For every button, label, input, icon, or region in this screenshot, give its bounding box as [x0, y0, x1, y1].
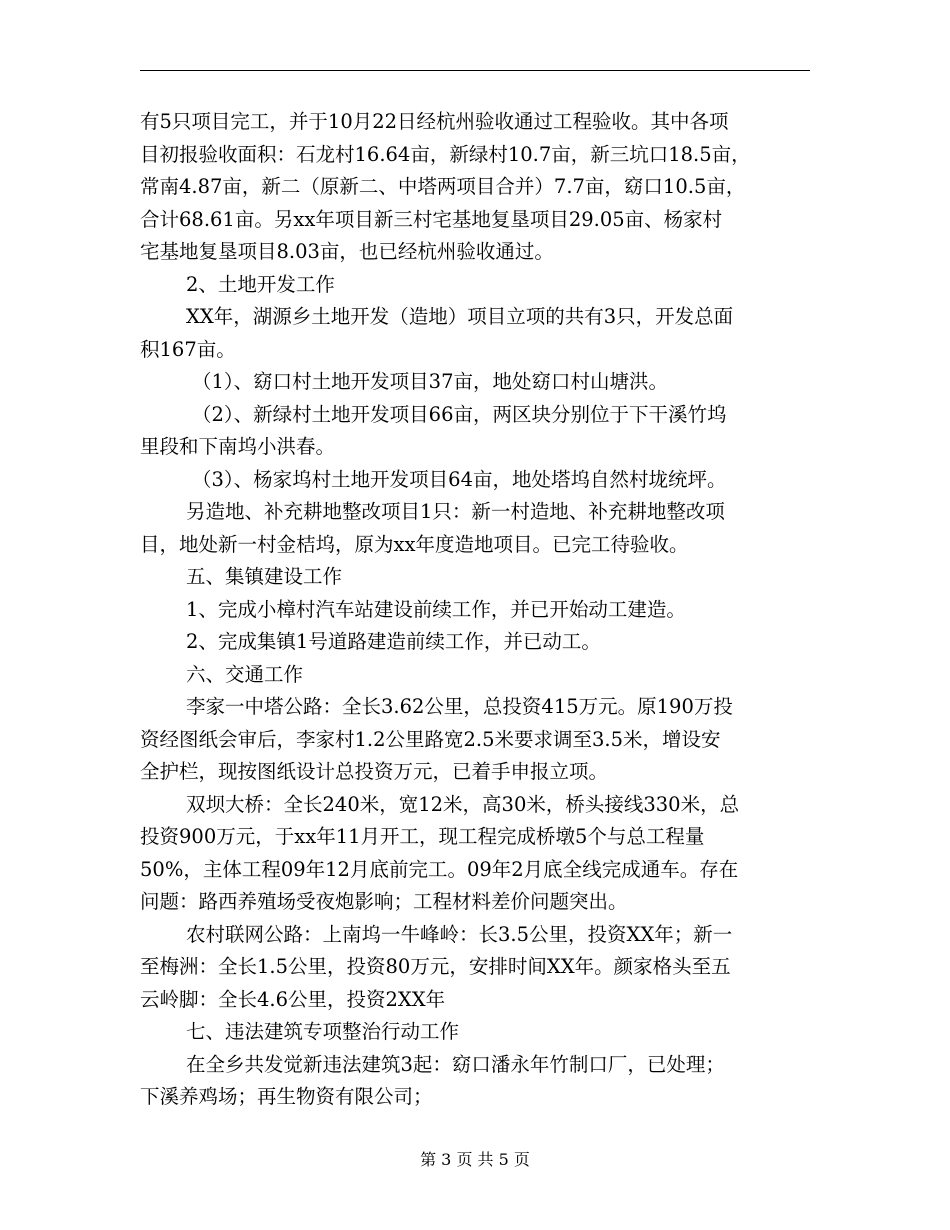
section-heading: 六、交通工作 [186, 662, 304, 686]
paragraph-line: 目，地处新一村金桔坞，原为xx年度造地项目。已完工待验收。 [140, 532, 689, 556]
paragraph-line: 全护栏，现按图纸设计总投资万元，已着手申报立项。 [140, 760, 609, 783]
paragraph-line: 有5只项目完工，并于10月22日经杭州验收通过工程验收。其中各项 [140, 110, 729, 133]
section-heading: 2、土地开发工作 [186, 272, 335, 296]
paragraph-line: 合计68.61亩。另xx年项目新三村宅基地复垦项目29.05亩、杨家村 [140, 207, 723, 231]
paragraph-line: XX年，湖源乡土地开发（造地）项目立项的共有3只，开发总面 [186, 305, 734, 328]
paragraph-line: 1、完成小樟村汽车站建设前续工作，并已开始动工建造。 [186, 597, 686, 621]
header-rule [140, 70, 810, 71]
document-body [140, 106, 810, 1114]
paragraph-line: 宅基地复垦项目8.03亩，也已经杭州验收通过。 [140, 240, 554, 263]
paragraph-line: 下溪养鸡场；再生物资有限公司； [140, 1085, 433, 1108]
paragraph-line: 2、完成集镇1号道路建造前续工作，并已动工。 [186, 630, 601, 653]
paragraph-line: 50%，主体工程09年12月底前完工。09年2月底全线完成通车。存在 [140, 857, 739, 881]
paragraph-line: 至梅洲：全长1.5公里，投资80万元，安排时间XX年。颜家格头至五 [140, 955, 731, 978]
page-number-footer: 第 3 页 共 5 页 [420, 1150, 530, 1169]
paragraph-line: 常南4.87亩，新二（原新二、中塔两项目合并）7.7亩，窈口10.5亩， [140, 175, 746, 198]
paragraph-line: 积167亩。 [140, 337, 236, 361]
paragraph-line: 目初报验收面积：石龙村16.64亩，新绿村10.7亩，新三坑口18.5亩， [140, 142, 751, 166]
paragraph-line: 农村联网公路：上南坞一牛峰岭：长3.5公里，投资XX年；新一 [186, 922, 733, 946]
section-heading: 五、集镇建设工作 [186, 565, 343, 588]
paragraph-line: 问题：路西养殖场受夜炮影响；工程材料差价问题突出。 [140, 890, 628, 913]
list-item: （1）、窈口村土地开发项目37亩，地处窈口村山塘洪。 [192, 370, 668, 393]
paragraph-line: 双坝大桥：全长240米，宽12米，高30米，桥头接线330米，总 [186, 792, 740, 816]
paragraph-line: 资经图纸会审后，李家村1.2公里路宽2.5米要求调至3.5米，增设安 [140, 727, 721, 751]
paragraph-line: 李家一中塔公路：全长3.62公里，总投资415万元。原190万投 [186, 695, 733, 718]
list-item-continuation: 里段和下南坞小洪春。 [140, 435, 336, 458]
section-heading: 七、违法建筑专项整治行动工作 [186, 1020, 460, 1043]
list-item: （3）、杨家坞村土地开发项目64亩，地处塔坞自然村垅统坪。 [192, 467, 727, 491]
paragraph-line: 在全乡共发觉新违法建筑3起：窈口潘永年竹制口厂，已处理； [186, 1052, 725, 1076]
paragraph-line: 云岭脚：全长4.6公里，投资2XX年 [140, 987, 446, 1011]
paragraph-line: 另造地、补充耕地整改项目1只：新一村造地、补充耕地整改项 [186, 500, 725, 523]
list-item: （2）、新绿村土地开发项目66亩，两区块分别位于下干溪竹坞 [192, 402, 727, 426]
paragraph-line: 投资900万元，于xx年11月开工，现工程完成桥墩5个与总工程量 [140, 825, 705, 848]
